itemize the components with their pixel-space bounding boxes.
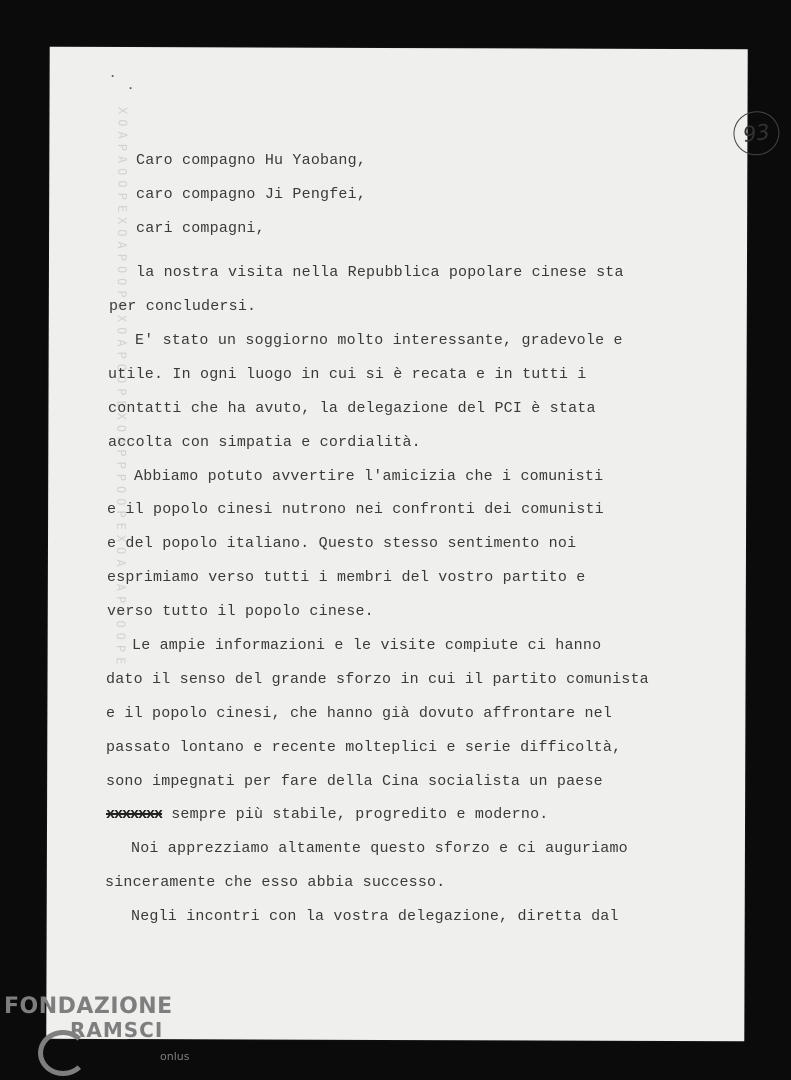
body-line: passato lontano e recente molteplici e serie difficoltà,: [106, 739, 622, 756]
body-line: dato il senso del grande sforzo in cui il partito comunista: [106, 671, 649, 688]
body-line: la nostra visita nella Repubblica popolare cinese sta: [136, 264, 624, 281]
ink-speck: [112, 75, 114, 77]
logo-sub: onlus: [160, 1050, 190, 1063]
body-line: Noi apprezziamo altamente questo sforzo e ci auguriamo: [131, 840, 628, 857]
body-line: [106, 806, 548, 823]
logo-line1: FONDAZIONE: [4, 994, 173, 1019]
body-line: utile. In ogni luogo in cui si è recata e in tutti i: [108, 366, 587, 383]
body-line-text: sempre più stabile, progredito e moderno.: [171, 806, 549, 823]
salutation-line: caro compagno Ji Pengfei,: [136, 186, 367, 203]
salutation-line: Caro compagno Hu Yaobang,: [136, 152, 367, 169]
body-line: e il popolo cinesi, che hanno già dovuto affrontare nel: [106, 705, 613, 722]
body-line: e il popolo cinesi nutrono nei confronti dei comunisti: [107, 501, 604, 518]
body-line: accolta con simpatia e cordialità.: [108, 434, 421, 451]
handwritten-page-number: 93: [731, 108, 783, 158]
body-line: per concludersi.: [109, 298, 257, 315]
bleed-through-edge-text: XOAPAOOPEXOAPOOPEXOAPOOPEXOAPPPOOPEXOA APAOOPE: [113, 107, 130, 670]
body-line: sinceramente che esso abbia successo.: [105, 874, 446, 891]
body-line: esprimiamo verso tutti i membri del vostro partito e: [107, 569, 586, 586]
logo-line2: RAMSCI: [70, 1018, 164, 1042]
struck-out-text: xxxxxxx: [106, 806, 163, 823]
body-line: Abbiamo potuto avvertire l'amicizia che i comunisti: [134, 468, 604, 485]
fondazione-gramsci-logo: [4, 994, 204, 1074]
salutation-line: cari compagni,: [136, 220, 265, 237]
body-line: E' stato un soggiorno molto interessante, gradevole e: [135, 332, 623, 349]
body-line: Le ampie informazioni e le visite compiute ci hanno: [132, 637, 602, 654]
body-line: Negli incontri con la vostra delegazione, diretta dal: [131, 908, 619, 925]
body-line: sono impegnati per fare della Cina socialista un paese: [106, 773, 603, 790]
ink-speck: [130, 87, 132, 89]
body-line: e del popolo italiano. Questo stesso sentimento noi: [107, 535, 577, 552]
body-line: contatti che ha avuto, la delegazione del PCI è stata: [108, 400, 596, 417]
body-line: verso tutto il popolo cinese.: [107, 603, 374, 620]
